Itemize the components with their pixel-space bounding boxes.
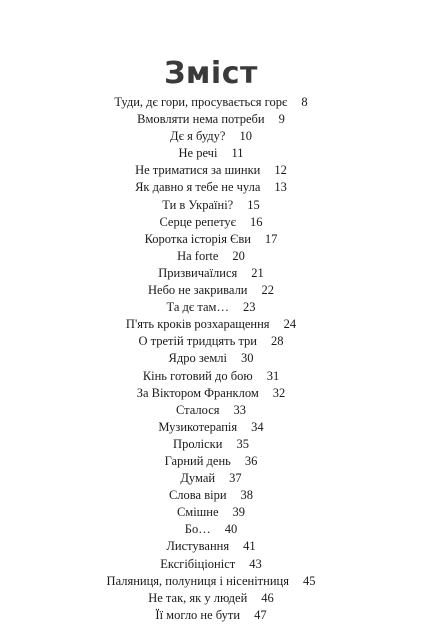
toc-entry-title: Бо… [184, 522, 211, 537]
toc-entry [0, 521, 422, 538]
toc-entry [0, 111, 422, 128]
toc-entry-title: Вмовляти нема потреби [137, 112, 265, 127]
toc-entry-page-number: 20 [232, 248, 245, 263]
toc-entry-title: Сталося [175, 402, 220, 417]
toc-entry-page-number: 32 [272, 385, 286, 400]
toc-entry-title: Серце репетує [159, 214, 237, 229]
toc-entry [0, 145, 422, 162]
toc-entry-page-number: 41 [243, 539, 256, 554]
toc-entry-page-number: 36 [244, 453, 258, 468]
toc-entry [0, 94, 422, 111]
toc-entry [0, 573, 422, 590]
toc-entry-title: Смішне [176, 505, 219, 520]
toc-entry [0, 350, 422, 367]
toc-entry-page-number: 16 [250, 214, 263, 229]
toc-entry [0, 470, 422, 487]
toc-entry-page-number: 47 [254, 607, 267, 622]
toc-entry-title: Паляниця, полуниця і нісенітниця [106, 573, 289, 588]
toc-entry [0, 419, 422, 436]
toc-entry-title: Небо не закривали [148, 283, 248, 298]
toc-entry-title: Кінь готовий до бою [142, 368, 253, 383]
toc-entry-title: Ядро землі [168, 351, 227, 366]
toc-entry [0, 214, 422, 231]
toc-entry-page-number: 40 [224, 522, 238, 537]
toc-entry-page-number: 24 [283, 317, 297, 332]
toc-entry [0, 316, 422, 333]
toc-entry [0, 385, 422, 402]
toc-entry-page-number: 39 [232, 505, 246, 520]
toc-entry-title: Коротка історія Єви [144, 231, 251, 246]
toc-entry-page-number: 30 [240, 351, 254, 366]
toc-entry-title: Музикотерапія [158, 419, 238, 434]
toc-entry-page-number: 34 [251, 419, 264, 434]
toc-entry-page-number: 8 [301, 95, 308, 109]
toc-entry [0, 197, 422, 214]
toc-entry-title: На forte [177, 248, 219, 263]
toc-entry-page-number: 9 [278, 112, 285, 127]
toc-entry-title: Слова віри [168, 488, 227, 503]
toc-entry [0, 436, 422, 453]
toc-entry-title: П'ять кроків розхаращення [125, 317, 270, 332]
toc-entry [0, 453, 422, 470]
toc-entry-title: Туди, дє гори, просувається горє [114, 95, 288, 109]
toc-entry-page-number: 33 [233, 402, 247, 417]
toc-entry-title: Ти в Україні? [162, 197, 234, 212]
toc-entry [0, 402, 422, 419]
toc-entry [0, 590, 422, 607]
toc-entry [0, 538, 422, 555]
toc-entry [0, 299, 422, 316]
toc-entry-page-number: 43 [249, 556, 262, 571]
toc-entry-title: О третій тридцять три [138, 334, 257, 349]
toc-entry-page-number: 28 [271, 334, 284, 349]
table-of-contents [0, 94, 422, 624]
toc-entry [0, 128, 422, 145]
toc-entry [0, 333, 422, 350]
toc-entry [0, 248, 422, 265]
toc-entry-page-number: 31 [266, 368, 280, 383]
toc-entry [0, 231, 422, 248]
toc-entry [0, 162, 422, 179]
toc-entry-title: Гарний день [164, 453, 231, 468]
toc-entry-title: Не триматися за шинки [135, 163, 261, 178]
toc-entry [0, 265, 422, 282]
toc-entry-title: Дє я буду? [170, 129, 226, 144]
toc-entry [0, 556, 422, 573]
toc-entry-page-number: 23 [242, 300, 256, 315]
toc-entry-title: Призвичаїлися [158, 265, 238, 280]
toc-entry [0, 368, 422, 385]
toc-entry-page-number: 37 [229, 471, 242, 486]
toc-entry-page-number: 15 [247, 197, 260, 212]
toc-entry-title: Як давно я тебе не чула [135, 180, 261, 195]
toc-entry-title: Не так, як у людей [148, 590, 248, 605]
toc-entry [0, 504, 422, 521]
toc-entry-title: Не речі [178, 146, 218, 161]
toc-entry-page-number: 21 [251, 265, 264, 280]
toc-entry-page-number: 45 [302, 573, 316, 588]
toc-entry-page-number: 38 [240, 488, 254, 503]
toc-entry-page-number: 17 [264, 231, 278, 246]
toc-entry-page-number: 11 [231, 146, 244, 161]
toc-entry-title: Ексгібіціоніст [160, 556, 236, 571]
toc-entry-page-number: 10 [239, 129, 252, 144]
toc-entry-page-number: 13 [274, 180, 287, 195]
toc-entry-page-number: 12 [274, 163, 287, 178]
toc-entry [0, 179, 422, 196]
toc-entry-title: За Віктором Франклом [136, 385, 259, 400]
toc-entry [0, 487, 422, 504]
toc-entry-title: Її могло не бути [155, 607, 241, 622]
toc-entry-title: Та дє там… [166, 300, 229, 315]
toc-entry [0, 282, 422, 299]
toc-entry-page-number: 35 [236, 436, 249, 451]
toc-entry-page-number: 46 [261, 590, 274, 605]
toc-entry [0, 607, 422, 624]
toc-entry-title: Думай [180, 471, 216, 486]
page-title: Зміст [164, 56, 258, 91]
toc-entry-page-number: 22 [261, 283, 274, 298]
toc-entry-title: Проліски [173, 436, 223, 451]
toc-entry-title: Листування [166, 539, 230, 554]
